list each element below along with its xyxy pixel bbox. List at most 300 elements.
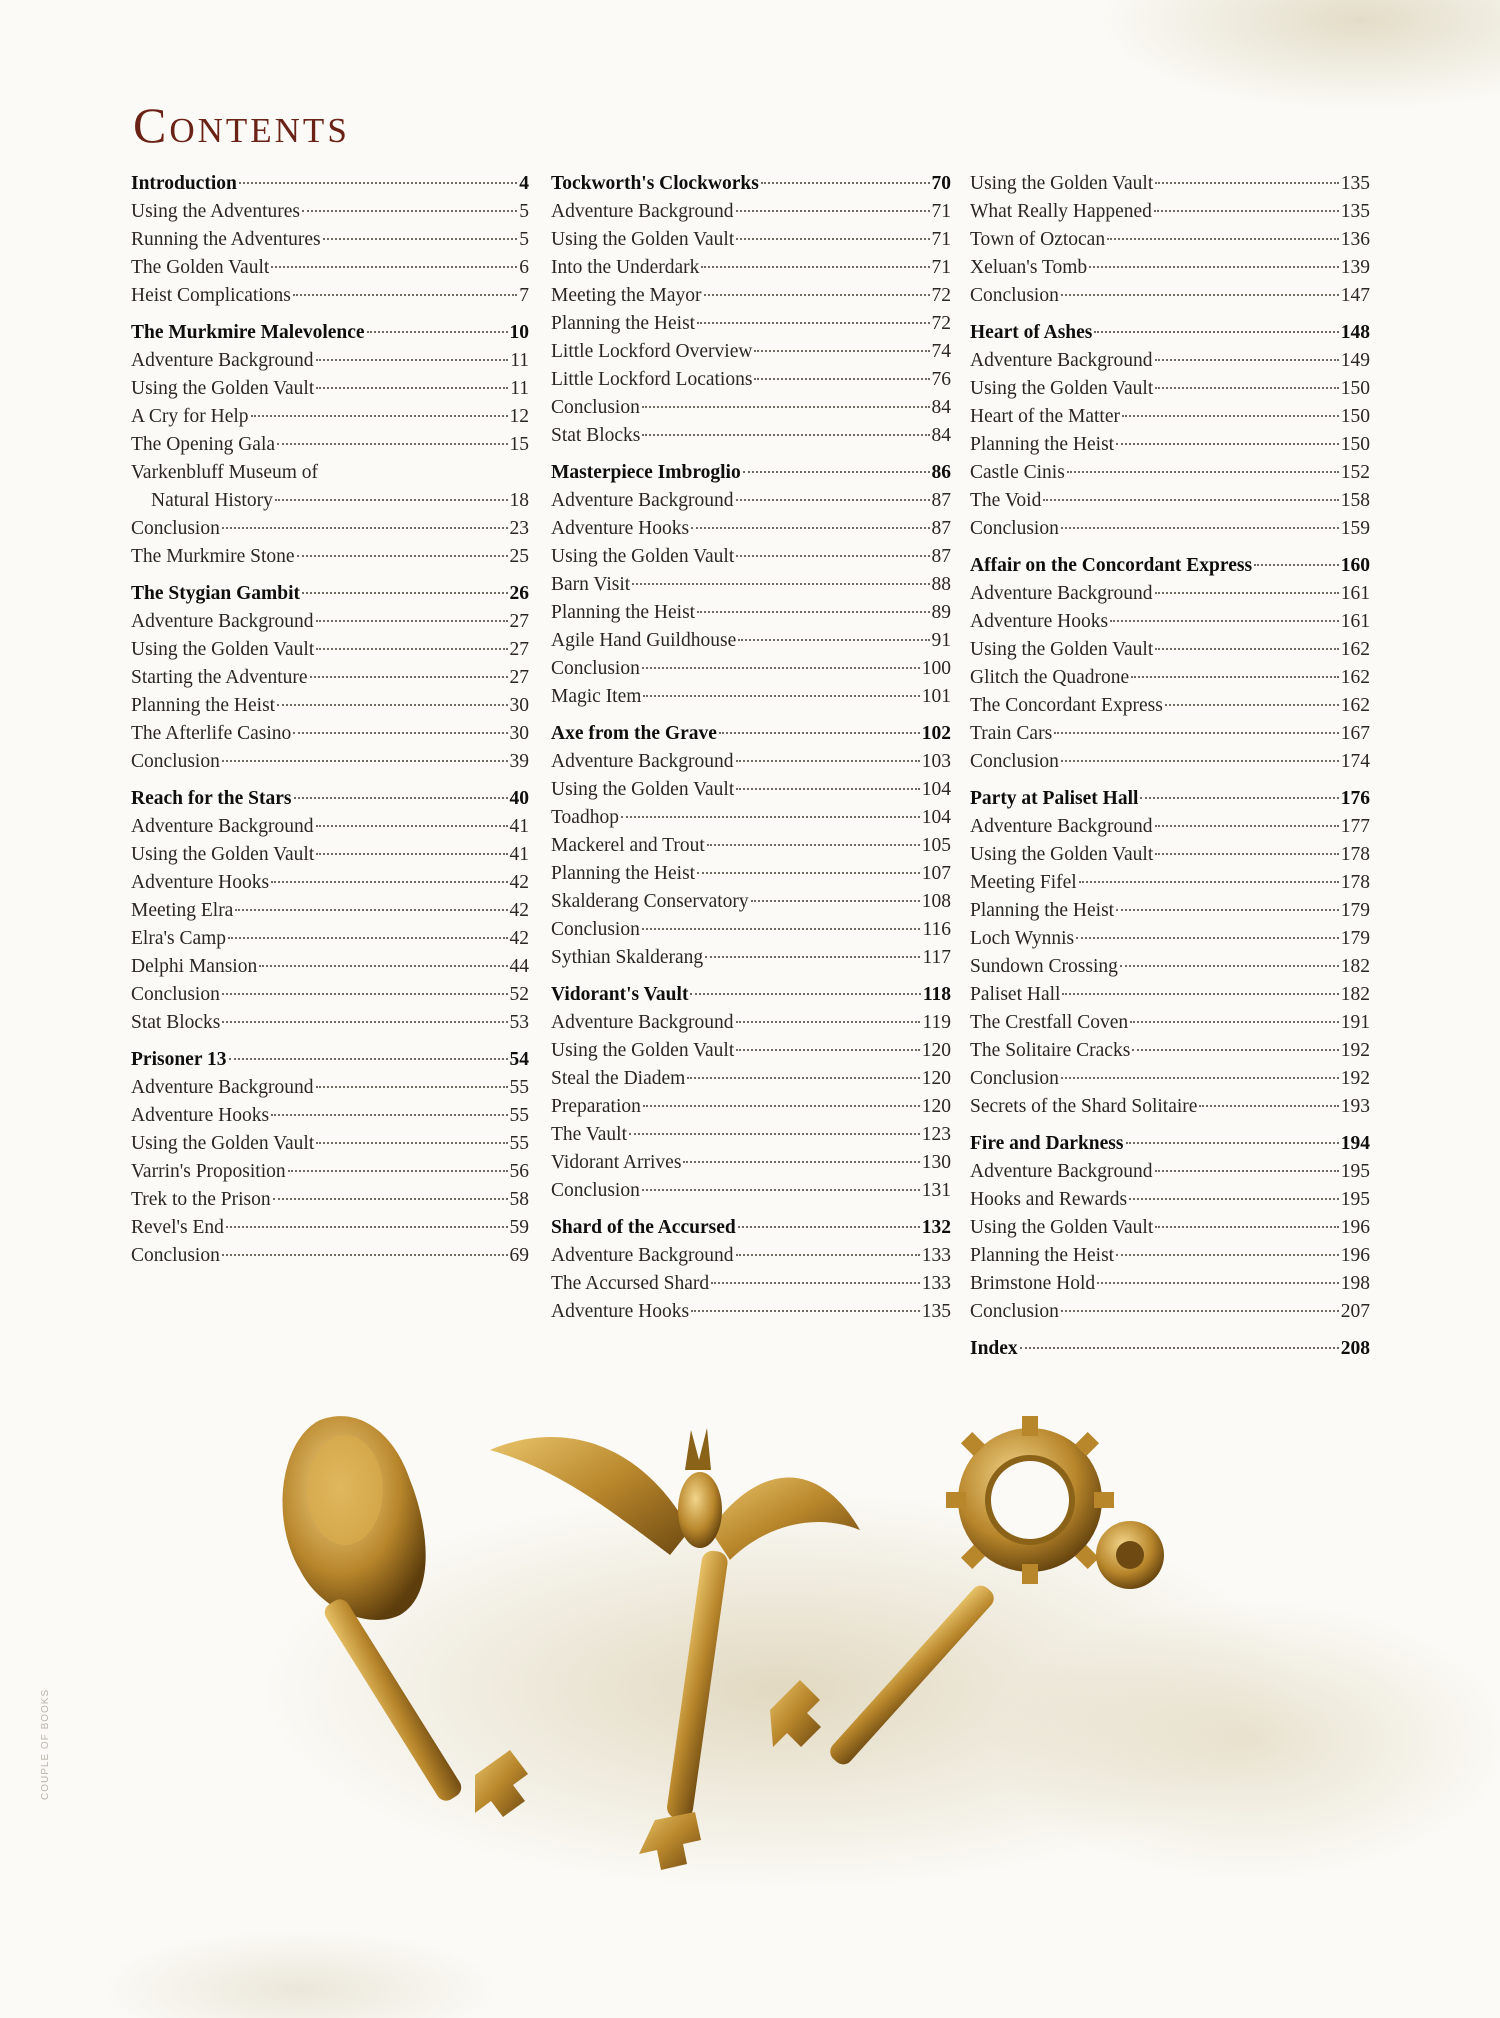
toc-entry-title: Adventure Background	[551, 1012, 734, 1033]
toc-entry-title: The Accursed Shard	[551, 1273, 710, 1294]
toc-entry	[551, 198, 951, 226]
toc-column-1	[131, 170, 529, 1270]
toc-entry-title: A Cry for Help	[131, 406, 249, 427]
toc-entry	[551, 748, 951, 776]
photo-credit: COUPLE OF BOOKS	[40, 1688, 51, 1800]
toc-page-number: 11	[510, 350, 529, 371]
dot-leader	[316, 386, 508, 389]
toc-page-number: 182	[1340, 956, 1370, 977]
dot-leader	[222, 759, 508, 762]
toc-entry-title: Conclusion	[551, 919, 640, 940]
toc-entry	[551, 226, 951, 254]
toc-entry-title: Planning the Heist	[131, 695, 276, 716]
toc-entry-title: Magic Item	[551, 686, 642, 707]
toc-page-number: 105	[921, 835, 951, 856]
toc-entry-title: Heist Complications	[131, 285, 291, 306]
toc-entry	[551, 1149, 951, 1177]
toc-entry	[970, 515, 1370, 543]
toc-page-number: 30	[509, 695, 529, 716]
dot-leader	[222, 1020, 507, 1023]
dot-leader	[293, 731, 507, 734]
toc-entry-title: Brimstone Hold	[970, 1273, 1096, 1294]
dot-leader	[1076, 936, 1339, 939]
toc-entry	[551, 627, 951, 655]
toc-entry-title: Conclusion	[131, 518, 220, 539]
dot-leader	[738, 638, 929, 641]
toc-entry-title: Adventure Background	[970, 1161, 1153, 1182]
dot-leader	[754, 349, 929, 352]
toc-page-number: 179	[1340, 928, 1370, 949]
toc-entry-title: Using the Golden Vault	[131, 639, 315, 660]
toc-entry	[131, 543, 529, 571]
toc-entry	[551, 888, 951, 916]
toc-entry	[970, 608, 1370, 636]
dot-leader	[736, 554, 929, 557]
toc-page-number: 89	[931, 602, 951, 623]
toc-entry	[551, 860, 951, 888]
dot-leader	[697, 610, 929, 613]
dot-leader	[707, 843, 920, 846]
toc-page-number: 162	[1340, 695, 1370, 716]
toc-entry-title: Conclusion	[970, 1301, 1059, 1322]
toc-section-heading	[970, 319, 1370, 347]
toc-entry-title: Fire and Darkness	[970, 1133, 1124, 1154]
toc-entry	[131, 1009, 529, 1037]
toc-section-heading	[551, 720, 951, 748]
dot-leader	[1254, 563, 1339, 566]
toc-page-number: 27	[509, 639, 529, 660]
dot-leader	[704, 293, 930, 296]
dot-leader	[229, 1057, 508, 1060]
dot-leader	[228, 936, 507, 939]
dot-leader	[316, 1085, 508, 1088]
toc-entry-title: Delphi Mansion	[131, 956, 258, 977]
toc-entry	[551, 776, 951, 804]
toc-entry-title: Using the Golden Vault	[131, 844, 315, 865]
toc-entry-title: Adventure Background	[551, 751, 734, 772]
toc-entry-title: Varrin's Proposition	[131, 1161, 286, 1182]
toc-entry-title: Using the Golden Vault	[551, 1040, 735, 1061]
toc-entry	[970, 748, 1370, 776]
toc-entry	[970, 897, 1370, 925]
toc-entry-title: Adventure Hooks	[551, 518, 690, 539]
toc-page-number: 5	[519, 201, 529, 222]
dot-leader	[683, 1160, 919, 1163]
toc-page-number: 87	[931, 490, 951, 511]
toc-page-number: 7	[519, 285, 529, 306]
dot-leader	[1110, 619, 1339, 622]
dot-leader	[1140, 796, 1338, 799]
toc-entry-title: Meeting Elra	[131, 900, 234, 921]
toc-entry-title: Paliset Hall	[970, 984, 1061, 1005]
toc-entry-title: Prisoner 13	[131, 1049, 227, 1070]
dot-leader	[1155, 358, 1339, 361]
dot-leader	[711, 1281, 920, 1284]
toc-page-number: 52	[509, 984, 529, 1005]
dot-leader	[316, 1141, 507, 1144]
dot-leader	[1130, 1020, 1339, 1023]
dot-leader	[288, 1169, 508, 1172]
toc-entry	[131, 1130, 529, 1158]
toc-page-number: 27	[509, 611, 529, 632]
dot-leader	[1067, 470, 1339, 473]
toc-page-number: 196	[1340, 1245, 1370, 1266]
toc-page-number: 53	[509, 1012, 529, 1033]
toc-page-number: 193	[1340, 1096, 1370, 1117]
toc-page-number: 161	[1340, 583, 1370, 604]
toc-entry-title: The Golden Vault	[131, 257, 270, 278]
dot-leader	[1129, 1197, 1339, 1200]
dot-leader	[277, 703, 507, 706]
dot-leader	[1061, 293, 1339, 296]
toc-entry-title: Sythian Skalderang	[551, 947, 704, 968]
dot-leader	[1079, 880, 1339, 883]
toc-entry-title: Conclusion	[970, 751, 1059, 772]
toc-entry	[970, 720, 1370, 748]
toc-section-heading	[551, 1214, 951, 1242]
dot-leader	[367, 330, 508, 333]
dot-leader	[1154, 209, 1339, 212]
golden-keys-illustration	[260, 1380, 1280, 1900]
toc-entry-title: Adventure Background	[970, 583, 1153, 604]
toc-entry	[551, 1177, 951, 1205]
dot-leader	[697, 321, 929, 324]
toc-page-number: 207	[1340, 1301, 1370, 1322]
toc-page-number: 152	[1340, 462, 1370, 483]
toc-page-number: 162	[1340, 639, 1370, 660]
dot-leader	[719, 731, 920, 734]
toc-entry	[131, 403, 529, 431]
dot-leader	[222, 1253, 508, 1256]
toc-page-number: 160	[1340, 555, 1370, 576]
dot-leader	[738, 1225, 920, 1228]
dot-leader	[226, 1225, 508, 1228]
toc-entry	[970, 254, 1370, 282]
toc-page-number: 87	[931, 546, 951, 567]
toc-entry	[970, 170, 1370, 198]
toc-entry	[551, 338, 951, 366]
toc-entry	[970, 1093, 1370, 1121]
toc-page-number: 162	[1340, 667, 1370, 688]
toc-entry-title: Using the Golden Vault	[970, 378, 1154, 399]
toc-entry-title: Planning the Heist	[970, 1245, 1115, 1266]
toc-section-heading	[131, 785, 529, 813]
toc-entry-title: Adventure Background	[970, 816, 1153, 837]
dot-leader	[736, 787, 919, 790]
toc-entry-title: The Vault	[551, 1124, 628, 1145]
toc-entry-title: Adventure Hooks	[131, 872, 270, 893]
toc-entry	[131, 897, 529, 925]
toc-page-number: 148	[1340, 322, 1370, 343]
dot-leader	[1097, 1281, 1339, 1284]
toc-entry	[131, 1074, 529, 1102]
toc-entry-title: Hooks and Rewards	[970, 1189, 1128, 1210]
toc-entry-title: Using the Adventures	[131, 201, 300, 222]
toc-entry	[970, 1270, 1370, 1298]
toc-page-number: 108	[921, 891, 951, 912]
toc-entry-title: Little Lockford Overview	[551, 341, 753, 362]
dot-leader	[754, 377, 929, 380]
toc-entry	[970, 580, 1370, 608]
toc-entry	[131, 254, 529, 282]
toc-entry	[970, 347, 1370, 375]
toc-page-number: 123	[921, 1124, 951, 1145]
toc-entry-title: Using the Golden Vault	[551, 779, 735, 800]
toc-entry	[551, 916, 951, 944]
toc-page-number: 70	[931, 173, 951, 194]
toc-entry	[551, 310, 951, 338]
toc-page-number: 76	[931, 369, 951, 390]
toc-entry-title: Planning the Heist	[551, 602, 696, 623]
toc-page-number: 84	[931, 397, 951, 418]
toc-page-number: 161	[1340, 611, 1370, 632]
toc-entry	[131, 692, 529, 720]
toc-entry-title: Meeting Fifel	[970, 872, 1077, 893]
toc-entry	[970, 403, 1370, 431]
dot-leader	[239, 181, 517, 184]
dot-leader	[632, 582, 929, 585]
toc-page-number: 59	[509, 1217, 529, 1238]
dot-leader	[761, 181, 930, 184]
toc-entry-title: The Afterlife Casino	[131, 723, 292, 744]
toc-page-number: 55	[509, 1077, 529, 1098]
toc-page-number: 18	[509, 490, 529, 511]
toc-entry-title: Conclusion	[970, 1068, 1059, 1089]
toc-page-number: 102	[921, 723, 951, 744]
toc-column-3	[970, 170, 1370, 1363]
toc-entry	[131, 1102, 529, 1130]
dot-leader	[293, 293, 517, 296]
dot-leader	[1116, 1253, 1339, 1256]
toc-entry	[131, 720, 529, 748]
toc-page-number: 104	[921, 779, 951, 800]
dot-leader	[1155, 181, 1338, 184]
toc-entry-title: Shard of the Accursed	[551, 1217, 736, 1238]
toc-entry-title: Using the Golden Vault	[551, 546, 735, 567]
toc-entry-title: Into the Underdark	[551, 257, 700, 278]
dot-leader	[222, 992, 508, 995]
toc-page-number: 44	[509, 956, 529, 977]
toc-entry	[551, 1065, 951, 1093]
toc-entry	[551, 571, 951, 599]
toc-entry-title: Conclusion	[551, 397, 640, 418]
dot-leader	[1155, 1169, 1339, 1172]
toc-entry-title: Affair on the Concordant Express	[970, 555, 1253, 576]
toc-entry	[551, 1121, 951, 1149]
dot-leader	[222, 526, 508, 529]
toc-page-number: 54	[509, 1049, 529, 1070]
toc-entry-title: Using the Golden Vault	[551, 229, 735, 250]
toc-entry-title: Town of Oztocan	[970, 229, 1106, 250]
toc-entry-title: Vidorant's Vault	[551, 984, 689, 1005]
toc-page-number: 130	[921, 1152, 951, 1173]
dot-leader	[736, 759, 920, 762]
toc-page-number: 91	[931, 630, 951, 651]
toc-entry-title: Planning the Heist	[551, 863, 696, 884]
dot-leader	[1165, 703, 1339, 706]
toc-entry-title: Adventure Background	[131, 1077, 314, 1098]
toc-page-number: 139	[1340, 257, 1370, 278]
toc-page-number: 194	[1340, 1133, 1370, 1154]
toc-entry	[131, 431, 529, 459]
dot-leader	[629, 1132, 920, 1135]
dot-leader	[1122, 414, 1339, 417]
toc-page-number: 174	[1340, 751, 1370, 772]
toc-entry-title: Conclusion	[131, 984, 220, 1005]
dot-leader	[1120, 964, 1339, 967]
toc-page-number: 196	[1340, 1217, 1370, 1238]
toc-entry-title: Meeting the Mayor	[551, 285, 702, 306]
toc-entry	[970, 636, 1370, 664]
dot-leader	[643, 694, 919, 697]
toc-page-number: 159	[1340, 518, 1370, 539]
toc-entry	[131, 198, 529, 226]
toc-page-number: 182	[1340, 984, 1370, 1005]
toc-page-number: 71	[931, 229, 951, 250]
toc-page-number: 101	[921, 686, 951, 707]
toc-page-number: 167	[1340, 723, 1370, 744]
toc-entry	[551, 599, 951, 627]
dot-leader	[1131, 675, 1339, 678]
toc-entry-title: Reach for the Stars	[131, 788, 292, 809]
toc-page-number: 120	[921, 1096, 951, 1117]
toc-entry	[131, 459, 529, 487]
toc-entry-title: The Solitaire Cracks	[970, 1040, 1131, 1061]
dot-leader	[736, 498, 930, 501]
dot-leader	[1062, 992, 1338, 995]
toc-page-number: 12	[509, 406, 529, 427]
toc-page-number: 42	[509, 928, 529, 949]
toc-entry-title: Skalderang Conservatory	[551, 891, 749, 912]
toc-entry	[970, 1037, 1370, 1065]
toc-entry	[131, 282, 529, 310]
dot-leader	[1054, 731, 1339, 734]
toc-entry	[131, 487, 529, 515]
toc-page-number: 147	[1340, 285, 1370, 306]
toc-entry-title: Loch Wynnis	[970, 928, 1075, 949]
dot-leader	[1107, 237, 1339, 240]
toc-page-number: 25	[509, 546, 529, 567]
toc-entry-title: Conclusion	[970, 518, 1059, 539]
dot-leader	[642, 405, 930, 408]
toc-entry-title: Conclusion	[551, 1180, 640, 1201]
toc-page-number: 104	[921, 807, 951, 828]
toc-entry	[970, 841, 1370, 869]
dot-leader	[235, 908, 507, 911]
toc-entry	[551, 1242, 951, 1270]
toc-entry-title: Adventure Hooks	[970, 611, 1109, 632]
toc-entry	[551, 254, 951, 282]
toc-entry	[970, 1065, 1370, 1093]
dot-leader	[690, 992, 920, 995]
toc-page-number: 56	[509, 1161, 529, 1182]
dot-leader	[751, 899, 920, 902]
toc-page-number: 150	[1340, 406, 1370, 427]
toc-section-heading	[551, 170, 951, 198]
toc-entry	[551, 683, 951, 711]
dot-leader	[271, 880, 507, 883]
toc-page-number: 88	[931, 574, 951, 595]
toc-entry	[131, 869, 529, 897]
toc-entry	[131, 1214, 529, 1242]
dot-leader	[316, 824, 508, 827]
toc-page-number: 41	[509, 844, 529, 865]
toc-page-number: 150	[1340, 434, 1370, 455]
toc-page-number: 84	[931, 425, 951, 446]
toc-entry	[970, 1214, 1370, 1242]
toc-page-number: 150	[1340, 378, 1370, 399]
dot-leader	[1132, 1048, 1338, 1051]
toc-page-number: 5	[519, 229, 529, 250]
dot-leader	[1155, 386, 1338, 389]
toc-page-number: 158	[1340, 490, 1370, 511]
toc-entry-title: Adventure Background	[970, 350, 1153, 371]
toc-entry-title: Vidorant Arrives	[551, 1152, 682, 1173]
toc-entry	[551, 282, 951, 310]
toc-page-number: 42	[509, 900, 529, 921]
toc-entry-title: The Crestfall Coven	[970, 1012, 1129, 1033]
dot-leader	[697, 871, 920, 874]
toc-entry	[131, 636, 529, 664]
toc-page-number: 55	[509, 1133, 529, 1154]
dot-leader	[273, 1197, 508, 1200]
dot-leader	[621, 815, 920, 818]
toc-entry-title: Conclusion	[551, 658, 640, 679]
toc-entry	[970, 953, 1370, 981]
toc-entry	[551, 394, 951, 422]
dot-leader	[1155, 852, 1338, 855]
toc-entry-title: The Stygian Gambit	[131, 583, 301, 604]
toc-entry-title: Stat Blocks	[551, 425, 641, 446]
toc-section-heading	[131, 580, 529, 608]
toc-entry-title: Xeluan's Tomb	[970, 257, 1088, 278]
toc-page-number: 195	[1340, 1161, 1370, 1182]
toc-page-number: 135	[1340, 201, 1370, 222]
toc-page-number: 72	[931, 285, 951, 306]
toc-entry-title: Planning the Heist	[970, 434, 1115, 455]
dot-leader	[310, 675, 508, 678]
toc-entry-title: Using the Golden Vault	[970, 844, 1154, 865]
toc-page-number: 136	[1340, 229, 1370, 250]
toc-entry	[970, 487, 1370, 515]
toc-entry-title: Agile Hand Guildhouse	[551, 630, 737, 651]
toc-entry	[131, 841, 529, 869]
toc-entry-title: Conclusion	[131, 751, 220, 772]
toc-page-number: 6	[519, 257, 529, 278]
toc-entry-title: Adventure Background	[551, 201, 734, 222]
toc-entry-title: The Concordant Express	[970, 695, 1163, 716]
head-key-icon	[283, 1416, 528, 1817]
toc-entry	[131, 813, 529, 841]
dot-leader	[1061, 759, 1339, 762]
dot-leader	[643, 1104, 920, 1107]
toc-entry	[551, 543, 951, 571]
toc-entry	[131, 1242, 529, 1270]
dot-leader	[642, 433, 929, 436]
toc-entry	[131, 1158, 529, 1186]
toc-entry-title: Tockworth's Clockworks	[551, 173, 759, 194]
dot-leader	[642, 1188, 920, 1191]
toc-page-number: 120	[921, 1040, 951, 1061]
dot-leader	[736, 1253, 920, 1256]
toc-entry-title: Axe from the Grave	[551, 723, 717, 744]
toc-page-number: 133	[921, 1245, 951, 1266]
toc-entry-title: Using the Golden Vault	[131, 378, 315, 399]
toc-page-number: 119	[922, 1012, 951, 1033]
dot-leader	[1061, 1309, 1339, 1312]
toc-page-number: 27	[509, 667, 529, 688]
dot-leader	[294, 796, 508, 799]
